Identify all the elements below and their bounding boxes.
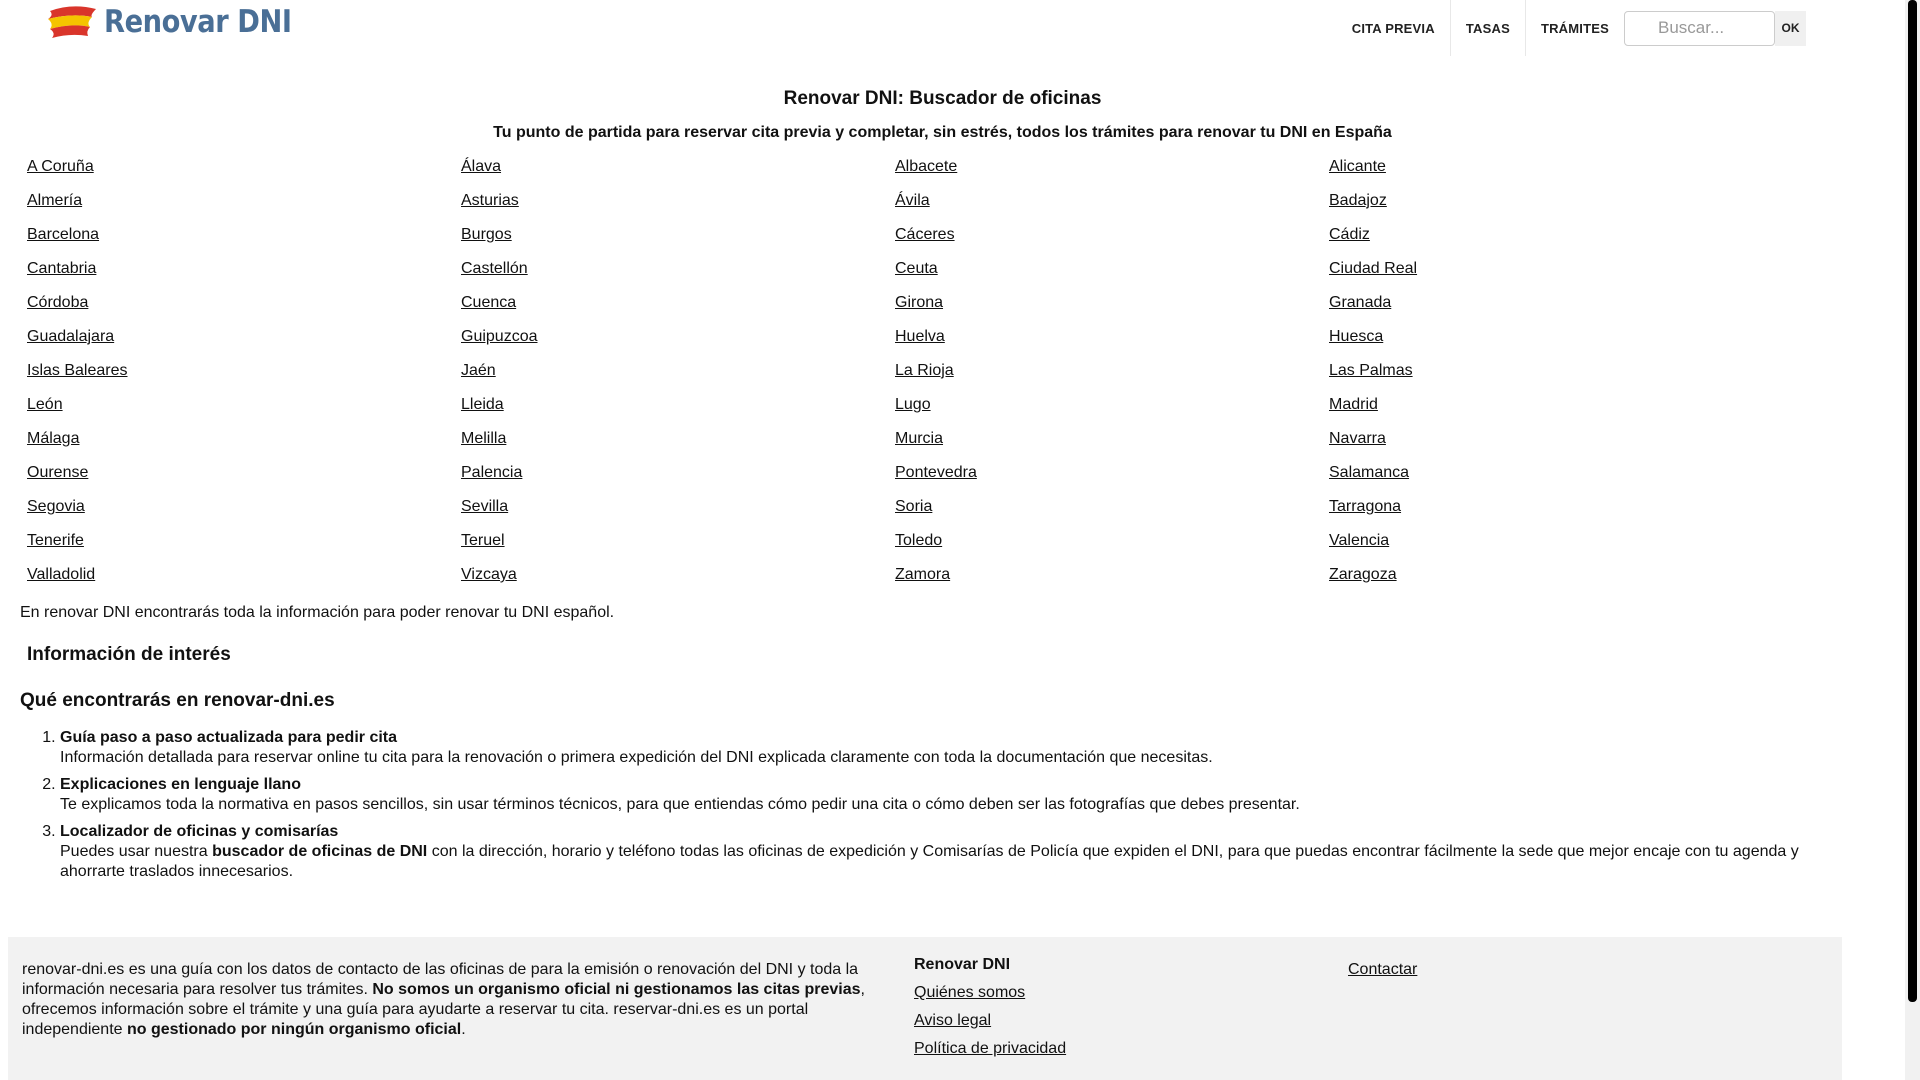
feature-desc	[60, 842, 1865, 882]
footer-link-aviso-legal[interactable]: Aviso legal	[914, 1012, 992, 1029]
footer-about	[22, 960, 892, 1040]
footer-about-text: , ofrecemos información sobre el trámite y una guía para ayudarte a reservar tu cita. reservar-dni.es es un portal independiente	[22, 981, 865, 1038]
province-link[interactable]: Tenerife	[27, 532, 84, 549]
province-link[interactable]: Tarragona	[1329, 498, 1402, 515]
province-link[interactable]: Segovia	[27, 498, 85, 515]
features-heading: Qué encontrarás en renovar-dni.es	[20, 690, 335, 711]
footer-link-quienes-somos[interactable]: Quiénes somos	[914, 984, 1026, 1001]
main-content	[20, 56, 1865, 889]
province-link[interactable]: Zaragoza	[1329, 566, 1397, 583]
province-link[interactable]: Soria	[895, 498, 933, 515]
feature-title: 1. Guía paso a paso actualizada para pedir cita	[60, 729, 398, 746]
province-link[interactable]: Zamora	[895, 566, 951, 583]
province-link[interactable]: Cáceres	[895, 226, 955, 243]
province-link[interactable]: Badajoz	[1329, 192, 1387, 209]
feature-desc: Información detallada para reservar online tu cita para la renovación o primera expedición del DNI explicada claramente con toda la documentación que necesitas.	[60, 749, 1213, 766]
footer-about-text: renovar-dni.es es una guía con los datos de contacto de las oficinas de para la emisión o renovación del DNI y toda la información necesaria para resolver tus trámites.	[22, 961, 859, 998]
province-link[interactable]: La Rioja	[895, 362, 954, 379]
footer-links-heading: Renovar DNI	[914, 956, 1011, 973]
footer-about-text: .	[461, 1021, 466, 1038]
page-title: Renovar DNI: Buscador de oficinas	[783, 88, 1102, 109]
province-link[interactable]: Álava	[461, 158, 502, 175]
province-link[interactable]: Pontevedra	[895, 464, 977, 481]
province-link[interactable]: Teruel	[461, 532, 505, 549]
province-link[interactable]: Salamanca	[1329, 464, 1410, 481]
province-link[interactable]: Melilla	[461, 430, 507, 447]
search-form	[1624, 0, 1806, 56]
feature-item	[60, 822, 1865, 882]
footer-links	[914, 956, 1066, 1068]
feature-desc-text: con la dirección, horario y teléfono todas las oficinas de expedición y Comisarías de Policía que expiden el DNI, para que puedas encontrar fácilmente la sede que mejor encaje con tu agenda y ahorrarte traslados innecesarios.	[60, 843, 1799, 880]
province-link[interactable]: Asturias	[461, 192, 519, 209]
intro-text: En renovar DNI encontrarás toda la información para poder renovar tu DNI español.	[20, 604, 615, 621]
info-heading: Información de interés	[27, 644, 231, 665]
feature-title: 3. Localizador de oficinas y comisarías	[60, 823, 339, 840]
province-link[interactable]: Córdoba	[27, 294, 89, 311]
site-logo[interactable]	[46, 4, 317, 40]
spain-flag-icon	[46, 5, 98, 39]
province-link[interactable]: Sevilla	[461, 498, 509, 515]
province-link[interactable]: Ourense	[27, 464, 89, 481]
province-link[interactable]: Valladolid	[27, 566, 96, 583]
province-link[interactable]: A Coruña	[27, 158, 94, 175]
province-link[interactable]: Lleida	[461, 396, 504, 413]
province-link[interactable]: Ceuta	[895, 260, 938, 277]
footer-disclaimer-bold: no gestionado por ningún organismo oficial	[126, 1021, 462, 1038]
logo-text: Renovar DNI	[104, 4, 292, 40]
province-link[interactable]: Lugo	[895, 396, 931, 413]
province-link[interactable]: Málaga	[27, 430, 80, 447]
province-link[interactable]: Ciudad Real	[1329, 260, 1418, 277]
province-link[interactable]: Guipuzcoa	[461, 328, 538, 345]
province-link[interactable]: Cádiz	[1329, 226, 1370, 243]
nav-cita-previa[interactable]: CITA PREVIA	[1337, 0, 1451, 56]
province-link[interactable]: Vizcaya	[461, 566, 517, 583]
province-link[interactable]: Jaén	[461, 362, 496, 379]
footer-disclaimer-bold: No somos un organismo oficial ni gestionamos las citas previas	[372, 981, 861, 998]
province-link[interactable]: Ávila	[895, 192, 930, 209]
feature-title: 2. Explicaciones en lenguaje llano	[60, 776, 301, 793]
nav-tasas[interactable]: TASAS	[1451, 0, 1526, 56]
province-link[interactable]: Navarra	[1329, 430, 1386, 447]
province-link[interactable]: Toledo	[895, 532, 943, 549]
scrollbar-thumb[interactable]	[1908, 0, 1917, 1002]
feature-item	[60, 728, 1865, 768]
province-link[interactable]: Madrid	[1329, 396, 1378, 413]
province-link[interactable]: Valencia	[1329, 532, 1390, 549]
nav-tramites[interactable]: TRÁMITES	[1540, 20, 1609, 36]
province-link[interactable]: León	[27, 396, 63, 413]
search-button[interactable]: OK	[1775, 11, 1806, 46]
province-link[interactable]: Cantabria	[27, 260, 97, 277]
features-list	[20, 728, 1865, 882]
province-link[interactable]: Guadalajara	[27, 328, 115, 345]
province-link[interactable]: Burgos	[461, 226, 512, 243]
province-link[interactable]: Murcia	[895, 430, 944, 447]
province-link[interactable]: Las Palmas	[1329, 362, 1413, 379]
footer-contact	[1348, 961, 1417, 979]
province-link[interactable]: Islas Baleares	[27, 362, 128, 379]
province-link[interactable]: Almería	[27, 192, 83, 209]
page-subtitle: Tu punto de partida para reservar cita previa y completar, sin estrés, todos los trámites para renovar tu DNI en España	[493, 124, 1392, 141]
feature-item	[60, 775, 1865, 815]
province-link[interactable]: Huesca	[1329, 328, 1384, 345]
province-link[interactable]: Palencia	[461, 464, 523, 481]
province-link[interactable]: Albacete	[895, 158, 958, 175]
province-link[interactable]: Alicante	[1329, 158, 1386, 175]
footer-link-privacidad[interactable]: Política de privacidad	[914, 1040, 1067, 1057]
footer-link-contactar[interactable]: Contactar	[1348, 961, 1418, 978]
scrollbar[interactable]	[1905, 0, 1920, 1080]
feature-desc: Te explicamos toda la normativa en pasos sencillos, sin usar términos técnicos, para que entiendas cómo pedir una cita o cómo deben ser las fotografías que debes presentar.	[60, 796, 1300, 813]
site-header	[0, 0, 1905, 56]
main-nav	[1337, 0, 1806, 56]
feature-desc-text: Puedes usar nuestra	[60, 843, 213, 860]
province-link[interactable]: Cuenca	[461, 294, 517, 311]
site-footer	[8, 937, 1842, 1080]
province-link[interactable]: Barcelona	[27, 226, 100, 243]
province-link[interactable]: Granada	[1329, 294, 1392, 311]
province-grid	[20, 154, 1865, 596]
province-link[interactable]: Huelva	[895, 328, 945, 345]
office-finder-text: buscador de oficinas de DNI	[212, 843, 428, 860]
search-input[interactable]	[1624, 11, 1775, 46]
province-link[interactable]: Castellón	[461, 260, 528, 277]
province-link[interactable]: Girona	[895, 294, 944, 311]
